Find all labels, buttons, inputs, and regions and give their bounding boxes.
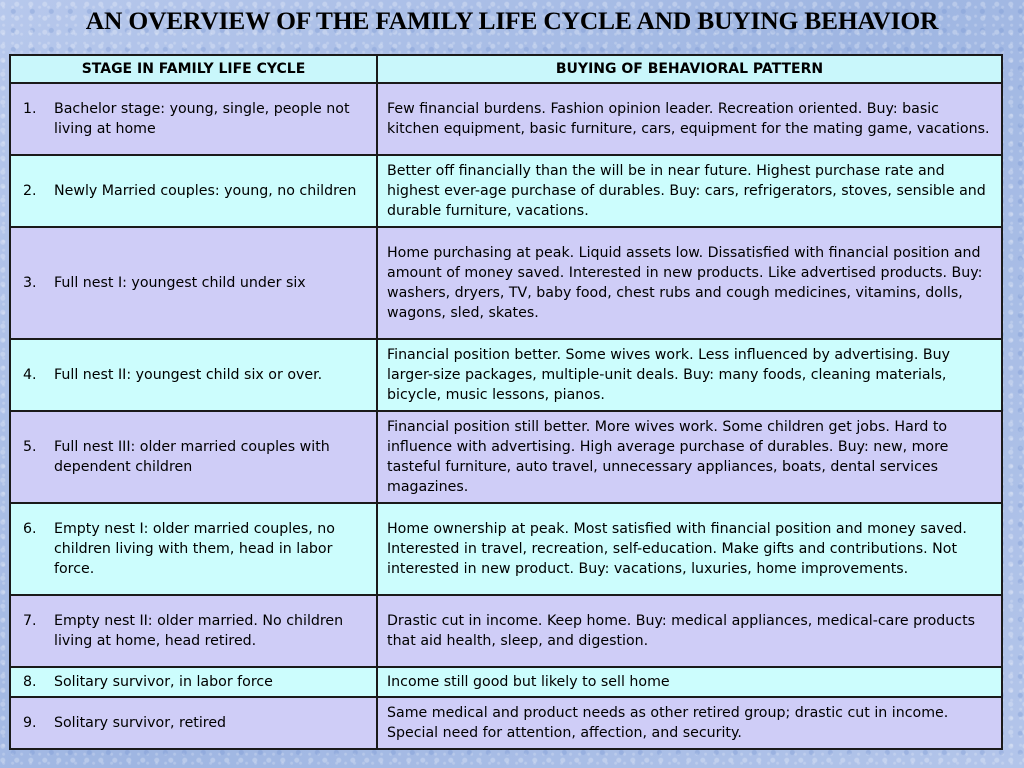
pattern-cell: Income still good but likely to sell home xyxy=(377,667,1002,697)
pattern-cell: Financial position better. Some wives work. Less influenced by advertising. Buy larger-size packages, multiple-unit deals. Buy: many foods, cleaning materials, bicycle, music lessons, pianos. xyxy=(377,339,1002,411)
stage-number: 9. xyxy=(23,715,37,731)
stage-number: 8. xyxy=(23,674,37,690)
pattern-cell: Few financial burdens. Fashion opinion leader. Recreation oriented. Buy: basic kitchen equipment, basic furniture, cars, equipment for the mating game, vacations. xyxy=(377,83,1002,155)
stage-label: Solitary survivor, in labor force xyxy=(54,674,273,690)
stage-number: 3. xyxy=(23,275,37,291)
stage-label: Solitary survivor, retired xyxy=(54,715,227,731)
stage-label: Full nest II: youngest child six or over. xyxy=(54,367,323,383)
table-row xyxy=(10,595,1002,667)
stage-label: Empty nest II: older married. No children living at home, head retired. xyxy=(54,613,344,649)
pattern-cell: Better off financially than the will be in near future. Highest purchase rate and highest ever-age purchase of durables. Buy: cars, refrigerators, stoves, sensible and durable furniture, vacations. xyxy=(377,155,1002,227)
stage-number: 6. xyxy=(23,521,37,537)
stage-number: 2. xyxy=(23,183,37,199)
table-row xyxy=(10,339,1002,411)
pattern-cell: Same medical and product needs as other retired group; drastic cut in income. Special need for attention, affection, and security. xyxy=(377,697,1002,749)
stage-label: Newly Married couples: young, no children xyxy=(54,183,357,199)
stage-cell xyxy=(10,503,377,595)
stage-label: Empty nest I: older married couples, no children living with them, head in labor force. xyxy=(54,521,335,577)
pattern-cell: Home ownership at peak. Most satisfied with financial position and money saved. Interested in travel, recreation, self-education. Make gifts and contributions. Not interested in new product. Buy: vacations, luxuries, home improvements. xyxy=(377,503,1002,595)
stage-label: Bachelor stage: young, single, people not living at home xyxy=(54,101,350,137)
pattern-cell: Drastic cut in income. Keep home. Buy: medical appliances, medical-care products that aid health, sleep, and digestion. xyxy=(377,595,1002,667)
stage-cell xyxy=(10,667,377,697)
stage-number: 5. xyxy=(23,439,37,455)
stage-cell xyxy=(10,339,377,411)
column-header-pattern: BUYING OF BEHAVIORAL PATTERN xyxy=(377,55,1002,83)
stage-label: Full nest III: older married couples with dependent children xyxy=(54,439,330,475)
stage-cell xyxy=(10,83,377,155)
pattern-cell: Home purchasing at peak. Liquid assets low. Dissatisfied with financial position and amount of money saved. Interested in new products. Like advertised products. Buy: washers, dryers, TV, baby food, chest rubs and cough medicines, vitamins, dolls, wagons, sled, skates. xyxy=(377,227,1002,339)
stage-number: 1. xyxy=(23,101,37,117)
stage-number: 4. xyxy=(23,367,37,383)
stage-cell xyxy=(10,411,377,503)
stage-number: 7. xyxy=(23,613,37,629)
table-row xyxy=(10,503,1002,595)
page-title: AN OVERVIEW OF THE FAMILY LIFE CYCLE AND BUYING BEHAVIOR xyxy=(85,6,939,35)
stage-cell xyxy=(10,155,377,227)
stage-cell xyxy=(10,595,377,667)
pattern-cell: Financial position still better. More wives work. Some children get jobs. Hard to influence with advertising. High average purchase of durables. Buy: new, more tasteful furniture, auto travel, unnecessary appliances, boats, dental services magazines. xyxy=(377,411,1002,503)
table-row xyxy=(10,83,1002,155)
table-row xyxy=(10,697,1002,749)
column-header-stage: STAGE IN FAMILY LIFE CYCLE xyxy=(10,55,377,83)
table-row xyxy=(10,667,1002,697)
stage-cell xyxy=(10,227,377,339)
life-cycle-table xyxy=(9,54,1003,750)
table-row xyxy=(10,155,1002,227)
table-row xyxy=(10,411,1002,503)
stage-label: Full nest I: youngest child under six xyxy=(54,275,306,291)
table-row xyxy=(10,227,1002,339)
table-header-row xyxy=(10,55,1002,83)
stage-cell xyxy=(10,697,377,749)
